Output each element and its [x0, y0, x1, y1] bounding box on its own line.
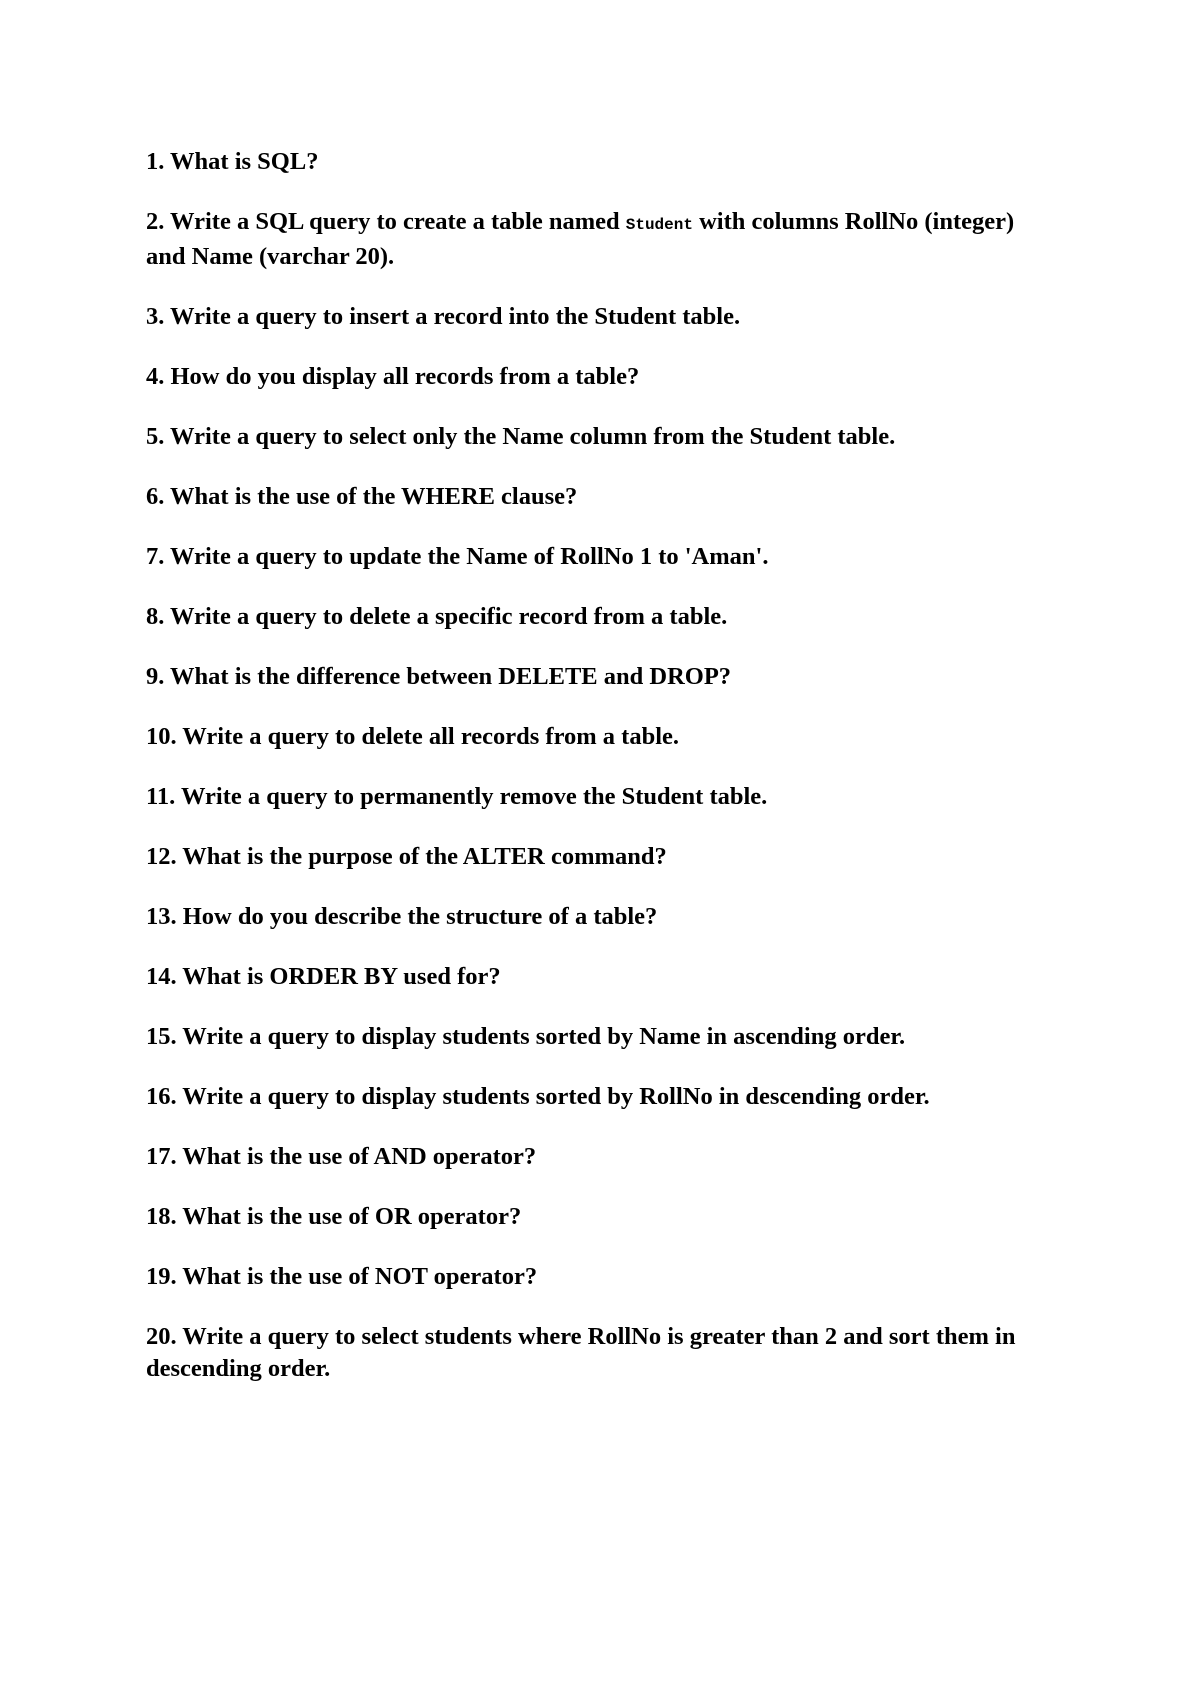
- question-7: [146, 541, 1046, 573]
- question-text: 12. What is the purpose of the ALTER command?: [146, 843, 667, 870]
- question-12: [146, 841, 1046, 873]
- question-text: 11. Write a query to permanently remove the Student table.: [146, 783, 768, 810]
- question-text: 18. What is the use of OR operator?: [146, 1203, 522, 1230]
- question-18: [146, 1201, 1046, 1233]
- inline-code: Student: [625, 216, 693, 234]
- question-2: [146, 206, 1046, 273]
- question-text: 4. How do you display all records from a table?: [146, 363, 640, 390]
- question-text: 9. What is the difference between DELETE and DROP?: [146, 663, 732, 690]
- question-list: [146, 146, 1046, 1413]
- question-text: 16. Write a query to display students sorted by RollNo in descending order.: [146, 1083, 930, 1110]
- question-3: [146, 301, 1046, 333]
- question-text: 19. What is the use of NOT operator?: [146, 1263, 538, 1290]
- question-text: 5. Write a query to select only the Name column from the Student table.: [146, 423, 896, 450]
- question-11: [146, 781, 1046, 813]
- question-text: 2. Write a SQL query to create a table named: [146, 208, 626, 235]
- question-14: [146, 961, 1046, 993]
- question-text: 8. Write a query to delete a specific record from a table.: [146, 603, 728, 630]
- question-text: 1. What is SQL?: [146, 148, 319, 175]
- question-text: 14. What is ORDER BY used for?: [146, 963, 501, 990]
- question-4: [146, 361, 1046, 393]
- question-9: [146, 661, 1046, 693]
- question-text: 15. Write a query to display students sorted by Name in ascending order.: [146, 1023, 906, 1050]
- question-text: 7. Write a query to update the Name of RollNo 1 to 'Aman'.: [146, 543, 769, 570]
- question-16: [146, 1081, 1046, 1113]
- question-20: [146, 1321, 1046, 1385]
- question-1: [146, 146, 1046, 178]
- question-text: 13. How do you describe the structure of a table?: [146, 903, 658, 930]
- question-text: 20. Write a query to select students where RollNo is greater than 2 and sort them in descending order.: [146, 1323, 1016, 1382]
- question-text: 3. Write a query to insert a record into the Student table.: [146, 303, 741, 330]
- question-19: [146, 1261, 1046, 1293]
- question-13: [146, 901, 1046, 933]
- question-5: [146, 421, 1046, 453]
- question-text: 6. What is the use of the WHERE clause?: [146, 483, 578, 510]
- question-6: [146, 481, 1046, 513]
- question-15: [146, 1021, 1046, 1053]
- question-17: [146, 1141, 1046, 1173]
- question-text: 17. What is the use of AND operator?: [146, 1143, 537, 1170]
- question-text: 10. Write a query to delete all records from a table.: [146, 723, 679, 750]
- question-text: with columns RollNo (integer) and Name (varchar 20).: [146, 208, 1015, 270]
- question-8: [146, 601, 1046, 633]
- question-10: [146, 721, 1046, 753]
